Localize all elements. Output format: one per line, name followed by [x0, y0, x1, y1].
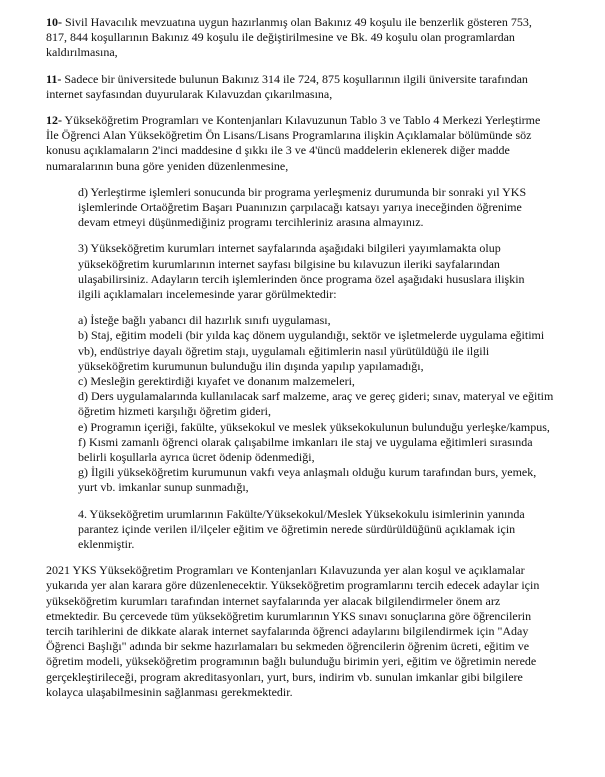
list-line-3: vb), endüstriye dayalı öğretim stajı, uygulamalı eğitimlerin nasıl yürütüldüğü ile ilgili	[78, 344, 490, 358]
para-d-line-2: işlemlerinde Ortaöğretim Başarı Puanınızın çarpılacağı katsayı yarıya ineceğinden öğrenime	[78, 200, 522, 214]
item-10-line-3: kaldırılmasına,	[46, 45, 118, 59]
para-4-line-1: 4. Yükseköğretim urumlarının Fakülte/Yüksekokul/Meslek Yüksekokulu isimlerinin yanında	[78, 507, 525, 521]
para-4-line-2: parantez içinde verilen il/ilçeler eğitim ve öğretimin nerede sürdürüldüğünü açıklamak için	[78, 522, 516, 536]
final-line-5: tercih tarihlerini de dikkate alarak internet sayfalarında öğrenci adaylarını bilgilendirmek için "Aday	[46, 624, 529, 638]
final-line-6: Öğrenci Başlığı" adında bir sekme hazırlamaları bu sekmeden öğrencilerin öğrenim ücreti, eğitim ve	[46, 639, 530, 653]
para-3-line-2: yükseköğretim kurumlarının internet sayfası bilgisine bu kılavuzun ileriki sayfalarından	[78, 257, 500, 271]
list-line-8: e) Programın içeriği, fakülte, yüksekokul ve meslek yüksekokulunun bulunduğu yerleşke/kampus,	[78, 420, 550, 434]
item-12-line-4: numaralarının buna göre yeniden düzenlenmesine,	[46, 159, 289, 173]
final-line-7: öğretim modeli, yükseköğretim programının bağlı bulunduğu birimin yeri, eğitim ve öğretimin nerede	[46, 654, 537, 668]
list-line-10: belirli koşullarla ayrıca ücret ödenip ödenmediği,	[78, 450, 315, 464]
item-10-line-1: 10- Sivil Havacılık mevzuatına uygun hazırlanmış olan Bakınız 49 koşulu ile benzerlik gösteren 753,	[46, 15, 532, 29]
para-3-line-1: 3) Yükseköğretim kurumları internet sayfalarında aşağıdaki bilgileri yayımlamakta olup	[78, 241, 501, 255]
list-line-11: g) İlgili yükseköğretim kurumunun vakfı veya anlaşmalı olduğu kurum tarafından burs, yemek,	[78, 465, 537, 479]
list-line-7: öğretim hizmeti karşılığı öğretim gideri,	[78, 404, 271, 418]
final-line-9: kolayca ulaşabilmesinin sağlanması gerekmektedir.	[46, 685, 293, 699]
final-line-4: etmektedir. Bu çercevede tüm yükseköğretim kurumlarının YKS sınavı sonuçlarına göre öğrencilerin	[46, 609, 532, 623]
list-line-6: d) Ders uygulamalarında kullanılacak sarf malzeme, araç ve gereç gideri; sınav, materyal ve eğitim	[78, 389, 554, 403]
item-12-number: 12-	[46, 113, 62, 127]
item-11-line-1: 11- Sadece bir üniversitede bulunun Bakınız 314 ile 724, 875 koşullarının ilgili üniversite tarafından	[46, 72, 528, 86]
para-3-line-4: ilgili açıklamaları incelemesinde yarar görülmektedir:	[78, 287, 337, 301]
final-line-1: 2021 YKS Yükseköğretim Programları ve Kontenjanları Kılavuzunda yer alan koşul ve açıklamalar	[46, 563, 525, 577]
item-10-line-2: 817, 844 koşullarının Bakınız 49 koşulu ile değiştirilmesine ve Bk. 49 koşulu olan programlardan	[46, 30, 515, 44]
item-11-line-2: internet sayfasından duyurularak Kılavuzdan çıkarılmasına,	[46, 87, 333, 101]
final-line-2: yukarıda yer alan karara göre düzenlenecektir. Yükseköğretim programlarını tercih edecek adaylar için	[46, 578, 540, 592]
para-d-line-3: devam etmeyi düşünmediğiniz programı tercihleriniz arasına almayınız.	[78, 215, 424, 229]
para-d-line-1: d) Yerleştirme işlemleri sonucunda bir programa yerleşmeniz durumunda bir sonraki yıl YKS	[78, 185, 527, 199]
item-12-line-2: İle Öğrenci Alan Yükseköğretim Ön Lisans/Lisans Programlarına ilişkin Açıklamalar bölümünde söz	[46, 128, 532, 142]
list-line-9: f) Kısmi zamanlı öğrenci olarak çalışabilme imkanları ile staj ve uygulama eğitimleri sırasında	[78, 435, 533, 449]
list-line-4: yükseköğretim kurumunun bulunduğu ilin dışında yapılıp yapılamadığı,	[78, 359, 424, 373]
final-line-3: yükseköğretim kurumları tarafından internet sayfalarında yer alacak bilgilendirmeler önem arz	[46, 594, 501, 608]
para-3-line-3: ulaşabilirsiniz. Adayların tercih işlemlerinden önce programa özel aşağıdaki hususlara ilişkin	[78, 272, 525, 286]
list-line-5: c) Mesleğin gerektirdiği kıyafet ve donanım malzemeleri,	[78, 374, 355, 388]
list-line-12: yurt vb. imkanlar sunup sunmadığı,	[78, 480, 249, 494]
list-line-1: a) İsteğe bağlı yabancı dil hazırlık sınıfı uygulaması,	[78, 313, 331, 327]
para-4-line-3: eklenmiştir.	[78, 537, 135, 551]
item-11-number: 11-	[46, 72, 62, 86]
item-10-number: 10-	[46, 15, 62, 29]
final-line-8: gerçekleştirileceği, program akreditasyonları, yurt, burs, indirim vb. sunulan imkanlar gibi bilgilere	[46, 670, 523, 684]
list-line-2: b) Staj, eğitim modeli (bir yılda kaç dönem uygulandığı, sektör ve işletmelerde uygulama eğitimi	[78, 328, 545, 342]
item-12-line-3: konusu açıklamaların 2'inci maddesine d şıkkı ile 3 ve 4'üncü maddelerin eklenerek diğer madde	[46, 143, 510, 157]
item-12-line-1: 12- Yükseköğretim Programları ve Kontenjanları Kılavuzunun Tablo 3 ve Tablo 4 Merkezi Yerleştirme	[46, 113, 541, 127]
